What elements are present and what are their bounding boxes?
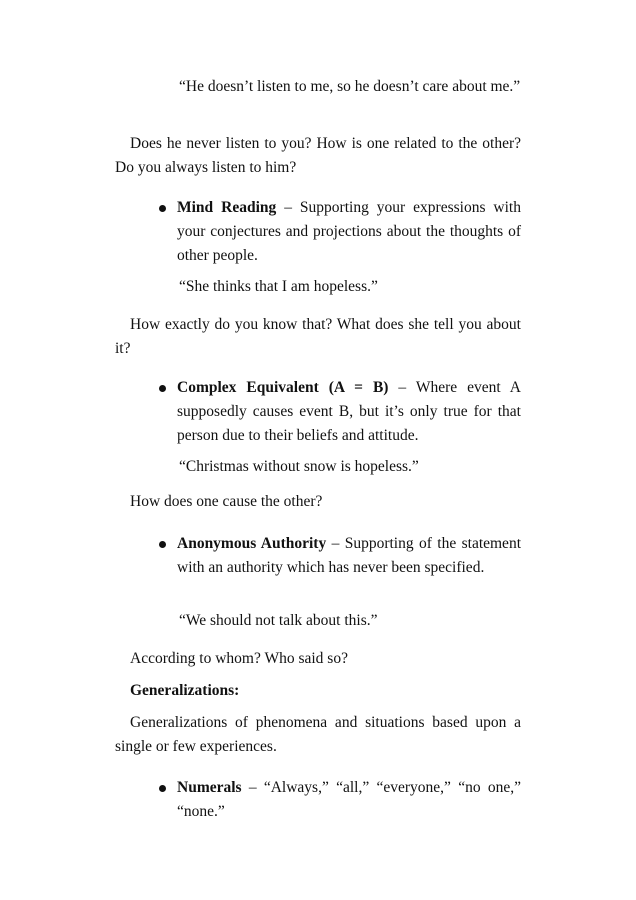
paragraph-text: Generalizations of phenomena and situations based upon a single or few experiences. xyxy=(115,714,521,755)
list-item xyxy=(177,776,521,824)
bullet-icon xyxy=(159,785,166,792)
term-description: – Where event A supposedly causes event B, but it’s only true for that person due to their beliefs and attitude. xyxy=(177,379,521,444)
list-item xyxy=(177,532,521,580)
term-label: Mind Reading xyxy=(177,199,277,216)
paragraph-text: How exactly do you know that? What does she tell you about it? xyxy=(115,316,521,357)
example-quote: “Christmas without snow is hopeless.” xyxy=(179,458,419,475)
body-paragraph xyxy=(115,711,521,759)
term-label: Numerals xyxy=(177,779,242,796)
body-paragraph: How does one cause the other? xyxy=(130,493,323,510)
bullet-icon xyxy=(159,385,166,392)
term-description: – Supporting your expressions with your conjectures and projections about the thoughts of other people. xyxy=(177,199,521,264)
term-label: Complex Equivalent (A = B) xyxy=(177,379,389,396)
term-label: Anonymous Authority xyxy=(177,535,327,552)
paragraph-text: Does he never listen to you? How is one related to the other? Do you always listen to him? xyxy=(115,135,521,176)
section-heading: Generalizations: xyxy=(130,682,240,699)
term-description: – Supporting of the statement with an authority which has never been specified. xyxy=(177,535,521,576)
bullet-icon xyxy=(159,205,166,212)
term-description: – “Always,” “all,” “everyone,” “no one,” “none.” xyxy=(177,779,521,820)
body-paragraph xyxy=(115,132,521,180)
bullet-icon xyxy=(159,541,166,548)
body-paragraph: According to whom? Who said so? xyxy=(130,650,348,667)
quote-text: “He doesn’t listen to me, so he doesn’t care about me.” xyxy=(179,78,521,95)
example-quote: “We should not talk about this.” xyxy=(179,612,378,629)
list-item xyxy=(177,376,521,448)
list-item xyxy=(177,196,521,268)
example-quote: “She thinks that I am hopeless.” xyxy=(179,278,378,295)
body-paragraph xyxy=(115,313,521,361)
